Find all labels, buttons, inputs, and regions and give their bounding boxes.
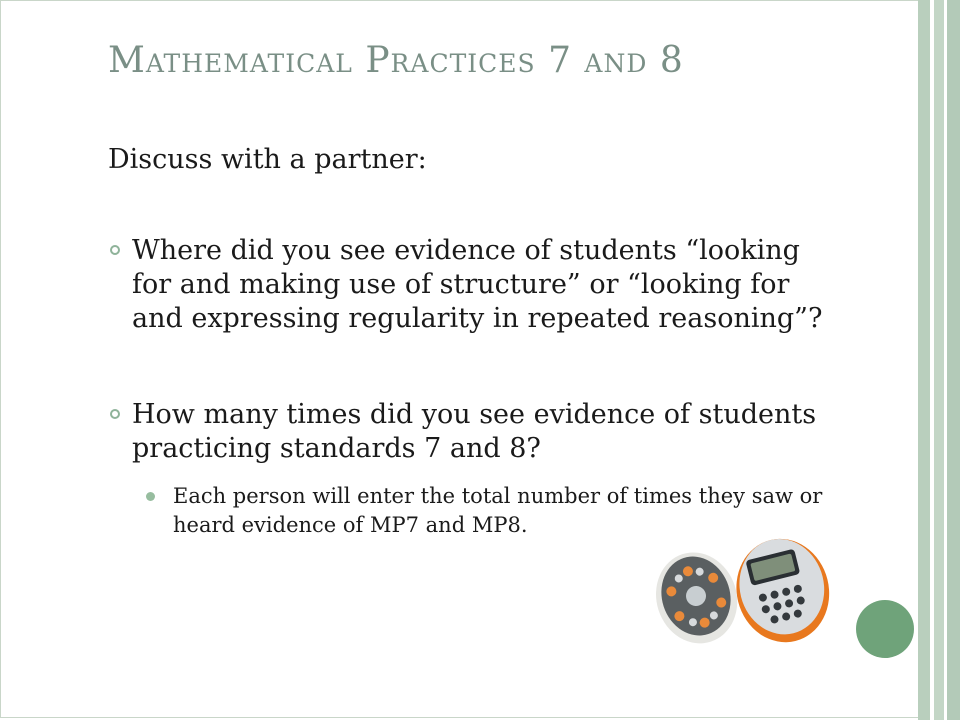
bullet-text: How many times did you see evidence of students practicing standards 7 and 8? bbox=[132, 399, 817, 464]
sub-bullet-text: Each person will enter the total number of times they saw or heard evidence of MP7 and MP8. bbox=[173, 484, 823, 537]
bullet-text: Where did you see evidence of students “looking for and making use of structure” or “looking for and expressing regularity in repeated reasoning”? bbox=[132, 235, 823, 334]
decor-band bbox=[934, 0, 944, 720]
bullet-item bbox=[110, 398, 830, 466]
decor-band bbox=[947, 0, 960, 720]
decor-circle bbox=[856, 600, 914, 658]
decor-band bbox=[918, 0, 930, 720]
slide-title: Mathematical Practices 7 and 8 bbox=[108, 40, 684, 81]
intro-text: Discuss with a partner: bbox=[108, 144, 427, 175]
sub-bullet-item bbox=[146, 482, 836, 540]
ring-bullet-icon bbox=[110, 245, 120, 255]
ring-bullet-icon bbox=[110, 409, 120, 419]
clicker-devices-image bbox=[636, 534, 836, 644]
bullet-item bbox=[110, 234, 830, 336]
dot-bullet-icon bbox=[146, 492, 155, 501]
